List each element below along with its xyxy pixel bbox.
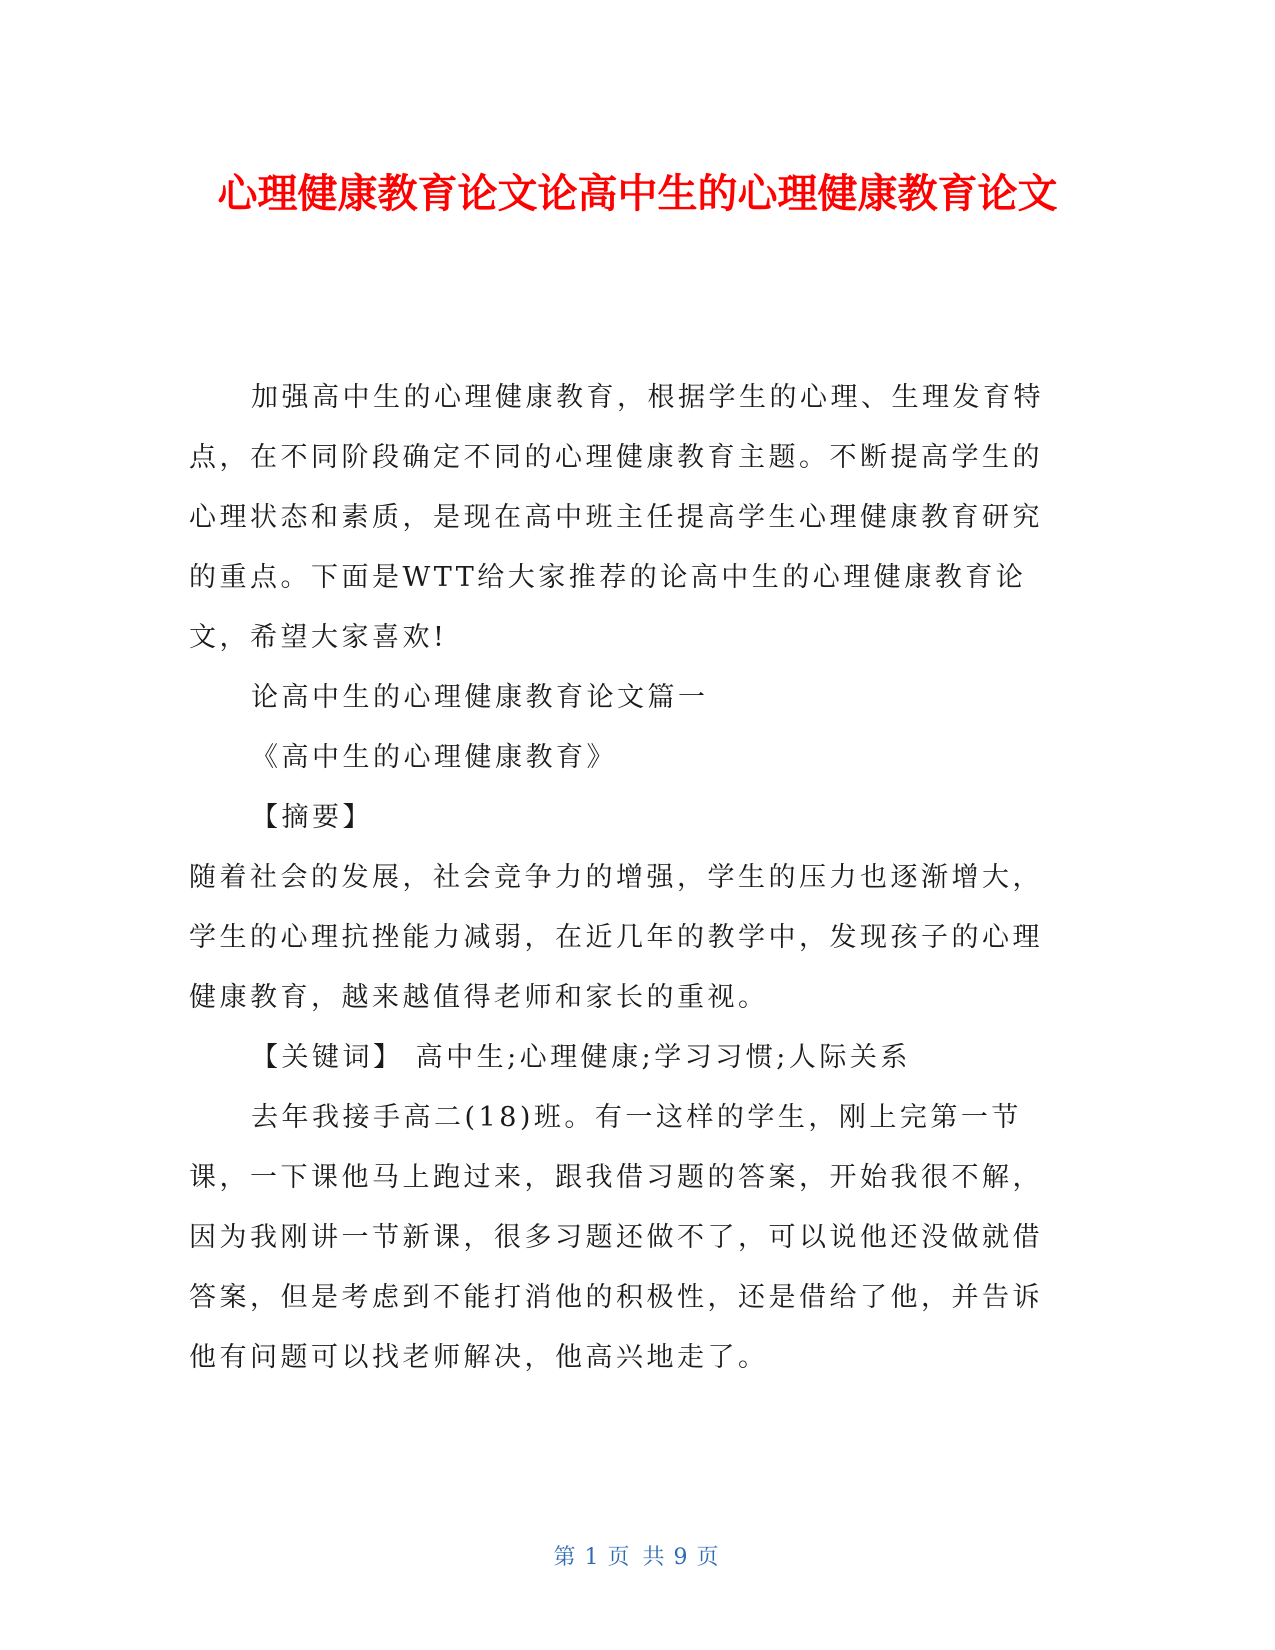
document-body xyxy=(189,368,1059,1388)
intro-paragraph: 加强高中生的心理健康教育，根据学生的心理、生理发育特点，在不同阶段确定不同的心理健康教育主题。不断提高学生的心理状态和素质，是现在高中班主任提高学生心理健康教育研究的重点。下面是WTT给大家推荐的论高中生的心理健康教育论文，希望大家喜欢! xyxy=(189,382,1044,653)
body-paragraph: 去年我接手高二(18)班。有一这样的学生，刚上完第一节课，一下课他马上跑过来，跟我借习题的答案，开始我很不解，因为我刚讲一节新课，很多习题还做不了，可以说他还没做就借答案，但是考虑到不能打消他的积极性，还是借给了他，并告诉他有问题可以找老师解决，他高兴地走了。 xyxy=(189,1102,1043,1373)
abstract-paragraph: 随着社会的发展，社会竞争力的增强，学生的压力也逐渐增大，学生的心理抗挫能力减弱，在近几年的教学中，发现孩子的心理健康教育，越来越值得老师和家长的重视。 xyxy=(189,862,1043,1013)
page-label-mid: 页 共 xyxy=(607,1545,668,1570)
keywords-line: 【关键词】 高中生;心理健康;学习习惯;人际关系 xyxy=(251,1042,911,1073)
document-title: 心理健康教育论文论高中生的心理健康教育论文 xyxy=(217,171,1058,217)
page-label-prefix: 第 xyxy=(553,1545,579,1570)
article-title: 《高中生的心理健康教育》 xyxy=(251,742,617,773)
abstract-label: 【摘要】 xyxy=(251,802,373,833)
total-pages-number: 9 xyxy=(673,1545,691,1570)
current-page-number: 1 xyxy=(584,1545,602,1570)
section-heading: 论高中生的心理健康教育论文篇一 xyxy=(251,682,709,713)
page-number-footer xyxy=(0,1540,1275,1571)
page-label-suffix: 页 xyxy=(696,1545,722,1570)
